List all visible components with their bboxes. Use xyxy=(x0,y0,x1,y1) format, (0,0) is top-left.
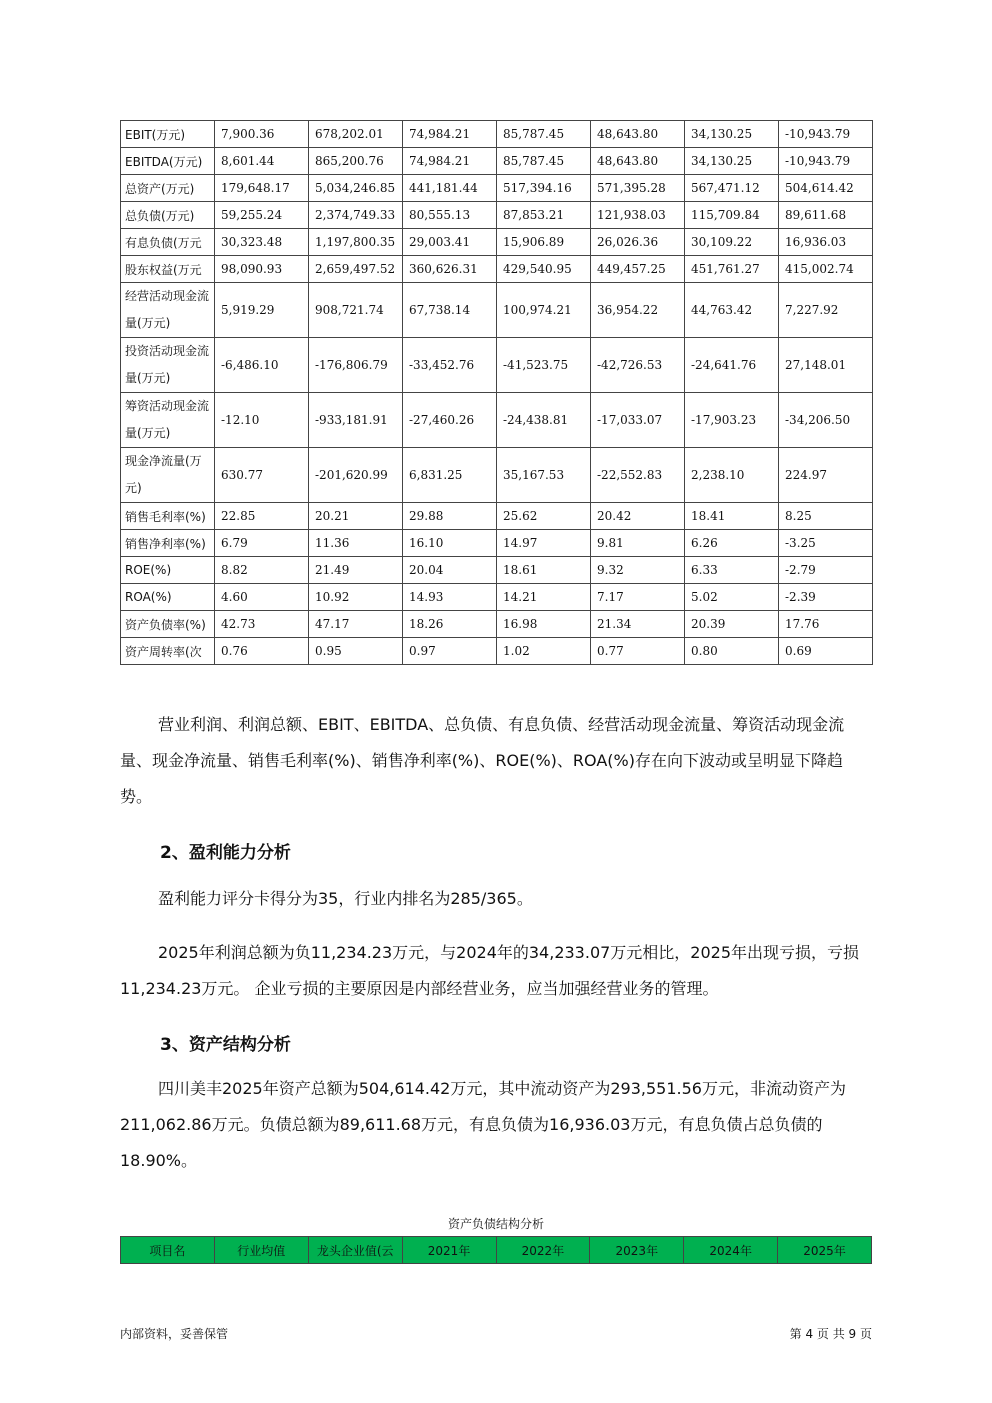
table-cell: -201,620.99 xyxy=(309,448,403,503)
table-cell: 224.97 xyxy=(779,448,873,503)
table-cell: 29.88 xyxy=(403,503,497,530)
table-cell: -2.39 xyxy=(779,584,873,611)
row-label: 有息负债(万元 xyxy=(121,229,215,256)
table-cell: -24,641.76 xyxy=(685,338,779,393)
row-label: 筹资活动现金流量(万元) xyxy=(121,393,215,448)
table-cell: 2,238.10 xyxy=(685,448,779,503)
table-cell: 34,130.25 xyxy=(685,148,779,175)
table-cell: 360,626.31 xyxy=(403,256,497,283)
header-cell: 2025年 xyxy=(778,1237,872,1264)
table-cell: -17,033.07 xyxy=(591,393,685,448)
table-cell: 6.79 xyxy=(215,530,309,557)
header-cell: 2021年 xyxy=(402,1237,496,1264)
table-row xyxy=(121,229,873,256)
table-cell: -33,452.76 xyxy=(403,338,497,393)
row-label: 销售净利率(%) xyxy=(121,530,215,557)
table-cell: 451,761.27 xyxy=(685,256,779,283)
table-cell: 9.81 xyxy=(591,530,685,557)
table-cell: 26,026.36 xyxy=(591,229,685,256)
table-cell: 0.76 xyxy=(215,638,309,665)
table-cell: 18.41 xyxy=(685,503,779,530)
table-cell: 7.17 xyxy=(591,584,685,611)
table-cell: 6,831.25 xyxy=(403,448,497,503)
table-cell: 14.93 xyxy=(403,584,497,611)
table-cell: 14.97 xyxy=(497,530,591,557)
row-label: 现金净流量(万元) xyxy=(121,448,215,503)
table-cell: 21.49 xyxy=(309,557,403,584)
table-row xyxy=(121,256,873,283)
table-cell: 1,197,800.35 xyxy=(309,229,403,256)
header-cell: 行业均值 xyxy=(214,1237,308,1264)
profit-loss-paragraph: 2025年利润总额为负11,234.23万元，与2024年的34,233.07万元相比，2025年出现亏损，亏损11,234.23万元。 企业亏损的主要原因是内部经营业务，应当加强经营业务的管理。 xyxy=(120,943,860,998)
table-cell: 7,227.92 xyxy=(779,283,873,338)
table-cell: 42.73 xyxy=(215,611,309,638)
table-cell: 115,709.84 xyxy=(685,202,779,229)
table-cell: 21.34 xyxy=(591,611,685,638)
row-label: 资产负债率(%) xyxy=(121,611,215,638)
table-cell: 20.42 xyxy=(591,503,685,530)
table-cell: 678,202.01 xyxy=(309,121,403,148)
table-row xyxy=(121,557,873,584)
table-cell: 865,200.76 xyxy=(309,148,403,175)
table-cell: -3.25 xyxy=(779,530,873,557)
table-cell: 16.98 xyxy=(497,611,591,638)
row-label: 股东权益(万元 xyxy=(121,256,215,283)
row-label: 总负债(万元) xyxy=(121,202,215,229)
table-row xyxy=(121,175,873,202)
table-cell: 18.61 xyxy=(497,557,591,584)
header-cell: 2023年 xyxy=(590,1237,684,1264)
table-cell: 0.95 xyxy=(309,638,403,665)
table-cell: 6.33 xyxy=(685,557,779,584)
table-cell: 4.60 xyxy=(215,584,309,611)
table-cell: 100,974.21 xyxy=(497,283,591,338)
structure-table-header-row xyxy=(121,1237,872,1264)
table-cell: 504,614.42 xyxy=(779,175,873,202)
table-cell: 630.77 xyxy=(215,448,309,503)
table-cell: -6,486.10 xyxy=(215,338,309,393)
table-cell: 1.02 xyxy=(497,638,591,665)
table-row xyxy=(121,121,873,148)
table-cell: 441,181.44 xyxy=(403,175,497,202)
row-label: 投资活动现金流量(万元) xyxy=(121,338,215,393)
table-row xyxy=(121,611,873,638)
table-cell: 5.02 xyxy=(685,584,779,611)
table-cell: -17,903.23 xyxy=(685,393,779,448)
table-cell: 74,984.21 xyxy=(403,148,497,175)
table-cell: -933,181.91 xyxy=(309,393,403,448)
table-cell: -34,206.50 xyxy=(779,393,873,448)
table-cell: 571,395.28 xyxy=(591,175,685,202)
header-cell: 2024年 xyxy=(684,1237,778,1264)
table-cell: 27,148.01 xyxy=(779,338,873,393)
table-cell: -24,438.81 xyxy=(497,393,591,448)
table-cell: 25.62 xyxy=(497,503,591,530)
table-cell: 20.04 xyxy=(403,557,497,584)
table-cell: 89,611.68 xyxy=(779,202,873,229)
table-cell: 7,900.36 xyxy=(215,121,309,148)
table-cell: 0.77 xyxy=(591,638,685,665)
table-row xyxy=(121,638,873,665)
table-cell: 16.10 xyxy=(403,530,497,557)
table-row xyxy=(121,148,873,175)
table-cell: 0.69 xyxy=(779,638,873,665)
table-row xyxy=(121,283,873,338)
table-row xyxy=(121,448,873,503)
row-label: EBIT(万元) xyxy=(121,121,215,148)
table-row xyxy=(121,393,873,448)
table-cell: 5,919.29 xyxy=(215,283,309,338)
table-row xyxy=(121,503,873,530)
table-cell: 567,471.12 xyxy=(685,175,779,202)
table-cell: 20.39 xyxy=(685,611,779,638)
table-cell: 87,853.21 xyxy=(497,202,591,229)
table-cell: -12.10 xyxy=(215,393,309,448)
header-cell: 2022年 xyxy=(496,1237,590,1264)
row-label: 资产周转率(次 xyxy=(121,638,215,665)
table-cell: 67,738.14 xyxy=(403,283,497,338)
table-cell: -22,552.83 xyxy=(591,448,685,503)
table-cell: 8.25 xyxy=(779,503,873,530)
row-label: 总资产(万元) xyxy=(121,175,215,202)
table-cell: -42,726.53 xyxy=(591,338,685,393)
table-row xyxy=(121,338,873,393)
table-cell: 14.21 xyxy=(497,584,591,611)
table-cell: 48,643.80 xyxy=(591,148,685,175)
table-cell: 17.76 xyxy=(779,611,873,638)
table-cell: 0.80 xyxy=(685,638,779,665)
table-cell: 22.85 xyxy=(215,503,309,530)
row-label: ROA(%) xyxy=(121,584,215,611)
table-cell: 16,936.03 xyxy=(779,229,873,256)
table-cell: 36,954.22 xyxy=(591,283,685,338)
table-cell: -2.79 xyxy=(779,557,873,584)
table-row xyxy=(121,584,873,611)
table-cell: 59,255.24 xyxy=(215,202,309,229)
row-label: ROE(%) xyxy=(121,557,215,584)
table-cell: 9.32 xyxy=(591,557,685,584)
table-cell: 415,002.74 xyxy=(779,256,873,283)
table-row xyxy=(121,202,873,229)
row-label: 经营活动现金流量(万元) xyxy=(121,283,215,338)
table-cell: 121,938.03 xyxy=(591,202,685,229)
table-cell: 6.26 xyxy=(685,530,779,557)
financial-indicators-table xyxy=(120,120,873,665)
table-cell: 98,090.93 xyxy=(215,256,309,283)
footer-confidential-note: 内部资料，妥善保管 xyxy=(120,1327,229,1341)
trend-summary-paragraph: 营业利润、利润总额、EBIT、EBITDA、总负债、有息负债、经营活动现金流量、筹资活动现金流量、现金净流量、销售毛利率(%)、销售净利率(%)、ROE(%)、ROA(%)存在向下波动或呈明显下降趋势。 xyxy=(120,715,845,806)
table-cell: 29,003.41 xyxy=(403,229,497,256)
table-cell: 18.26 xyxy=(403,611,497,638)
table-cell: 2,374,749.33 xyxy=(309,202,403,229)
table-cell: 35,167.53 xyxy=(497,448,591,503)
table-cell: 5,034,246.85 xyxy=(309,175,403,202)
asset-liability-structure-table xyxy=(120,1236,872,1264)
row-label: 销售毛利率(%) xyxy=(121,503,215,530)
structure-table-caption: 资产负债结构分析 xyxy=(447,1217,544,1231)
table-cell: 517,394.16 xyxy=(497,175,591,202)
table-cell: 85,787.45 xyxy=(497,148,591,175)
table-cell: 8,601.44 xyxy=(215,148,309,175)
table-cell: 908,721.74 xyxy=(309,283,403,338)
table-cell: 179,648.17 xyxy=(215,175,309,202)
table-cell: 11.36 xyxy=(309,530,403,557)
table-cell: 30,323.48 xyxy=(215,229,309,256)
table-cell: -41,523.75 xyxy=(497,338,591,393)
table-cell: 2,659,497.52 xyxy=(309,256,403,283)
table-cell: -10,943.79 xyxy=(779,121,873,148)
table-cell: 15,906.89 xyxy=(497,229,591,256)
table-cell: 8.82 xyxy=(215,557,309,584)
table-cell: 449,457.25 xyxy=(591,256,685,283)
header-cell: 龙头企业值(云 xyxy=(308,1237,402,1264)
table-cell: 47.17 xyxy=(309,611,403,638)
header-cell: 项目名 xyxy=(121,1237,215,1264)
table-cell: 74,984.21 xyxy=(403,121,497,148)
table-cell: 44,763.42 xyxy=(685,283,779,338)
section-title-asset-structure: 3、资产结构分析 xyxy=(160,1035,291,1055)
table-row xyxy=(121,530,873,557)
table-cell: 429,540.95 xyxy=(497,256,591,283)
table-cell: -10,943.79 xyxy=(779,148,873,175)
table-cell: 10.92 xyxy=(309,584,403,611)
footer-page-number: 第 4 页 共 9 页 xyxy=(789,1327,872,1341)
table-cell: 0.97 xyxy=(403,638,497,665)
section-title-profitability: 2、盈利能力分析 xyxy=(160,843,291,863)
asset-structure-paragraph: 四川美丰2025年资产总额为504,614.42万元，其中流动资产为293,551.56万元，非流动资产为211,062.86万元。负债总额为89,611.68万元，有息负债为16,936.03万元，有息负债占总负债的18.90%。 xyxy=(120,1079,846,1170)
profitability-score-paragraph: 盈利能力评分卡得分为35，行业内排名为285/365。 xyxy=(158,889,533,908)
financial-table-body xyxy=(121,121,873,665)
table-cell: 34,130.25 xyxy=(685,121,779,148)
table-cell: 20.21 xyxy=(309,503,403,530)
table-cell: 80,555.13 xyxy=(403,202,497,229)
table-cell: 85,787.45 xyxy=(497,121,591,148)
table-cell: -176,806.79 xyxy=(309,338,403,393)
table-cell: 30,109.22 xyxy=(685,229,779,256)
table-cell: 48,643.80 xyxy=(591,121,685,148)
table-cell: -27,460.26 xyxy=(403,393,497,448)
row-label: EBITDA(万元) xyxy=(121,148,215,175)
